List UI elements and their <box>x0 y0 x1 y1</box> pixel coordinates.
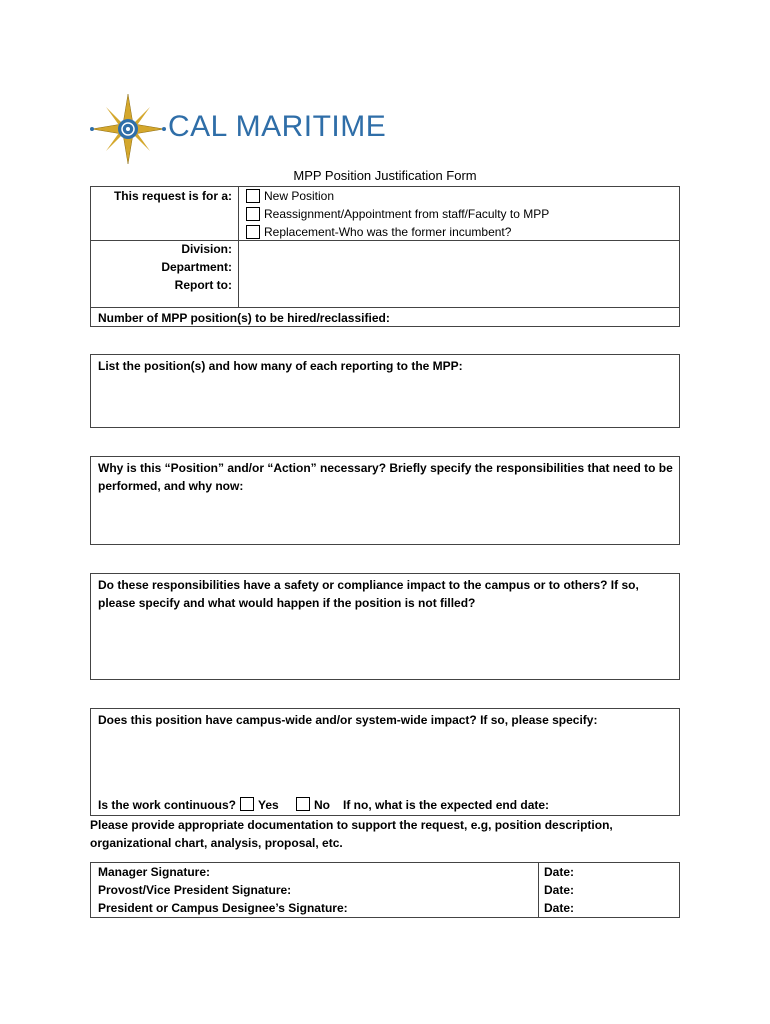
provost-date-label: Date: <box>544 883 575 897</box>
cal-maritime-logo <box>88 92 388 167</box>
department-label: Department: <box>161 260 232 274</box>
replacement-label: Replacement-Who was the former incumbent? <box>264 225 512 239</box>
reassignment-checkbox[interactable] <box>246 207 260 221</box>
end-date-label: If no, what is the expected end date: <box>343 798 550 812</box>
compass-star-icon <box>88 92 168 167</box>
new-position-checkbox[interactable] <box>246 189 260 203</box>
replacement-checkbox[interactable] <box>246 225 260 239</box>
new-position-label: New Position <box>264 189 335 203</box>
necessity-question: Why is this “Position” and/or “Action” necessary? Briefly specify the responsibilities that need to be performed, and why now: <box>98 461 673 493</box>
president-signature-label: President or Campus Designee’s Signature: <box>98 901 348 915</box>
report-to-field[interactable] <box>240 276 678 306</box>
request-type-label: This request is for a: <box>113 189 232 203</box>
number-of-positions-label: Number of MPP position(s) to be hired/reclassified: <box>98 311 390 325</box>
continuous-no-label: No <box>314 798 330 812</box>
continuous-yes-checkbox[interactable] <box>240 797 254 811</box>
continuous-yes-label: Yes <box>258 798 279 812</box>
division-label: Division: <box>181 242 232 256</box>
work-continuous-label: Is the work continuous? <box>98 798 237 812</box>
form-title: MPP Position Justification Form <box>293 168 477 183</box>
manager-signature-label: Manager Signature: <box>98 865 211 879</box>
division-field[interactable] <box>240 240 678 258</box>
safety-impact-question: Do these responsibilities have a safety or compliance impact to the campus or to others? If so, please specify and what would happen if the position is not filled? <box>98 578 639 610</box>
manager-date-label: Date: <box>544 865 575 879</box>
documentation-note: Please provide appropriate documentation to support the request, e.g, position description, organizational chart, analysis, proposal, etc. <box>90 818 613 850</box>
president-date-label: Date: <box>544 901 575 915</box>
provost-signature-label: Provost/Vice President Signature: <box>98 883 292 897</box>
report-to-label: Report to: <box>174 278 232 292</box>
department-field[interactable] <box>240 258 678 276</box>
continuous-no-checkbox[interactable] <box>296 797 310 811</box>
campus-impact-question: Does this position have campus-wide and/or system-wide impact? If so, please specify: <box>98 713 598 727</box>
positions-list-question: List the position(s) and how many of each reporting to the MPP: <box>98 359 463 373</box>
logo-text: CAL MARITIME <box>168 110 387 143</box>
reassignment-label: Reassignment/Appointment from staff/Faculty to MPP <box>264 207 550 221</box>
